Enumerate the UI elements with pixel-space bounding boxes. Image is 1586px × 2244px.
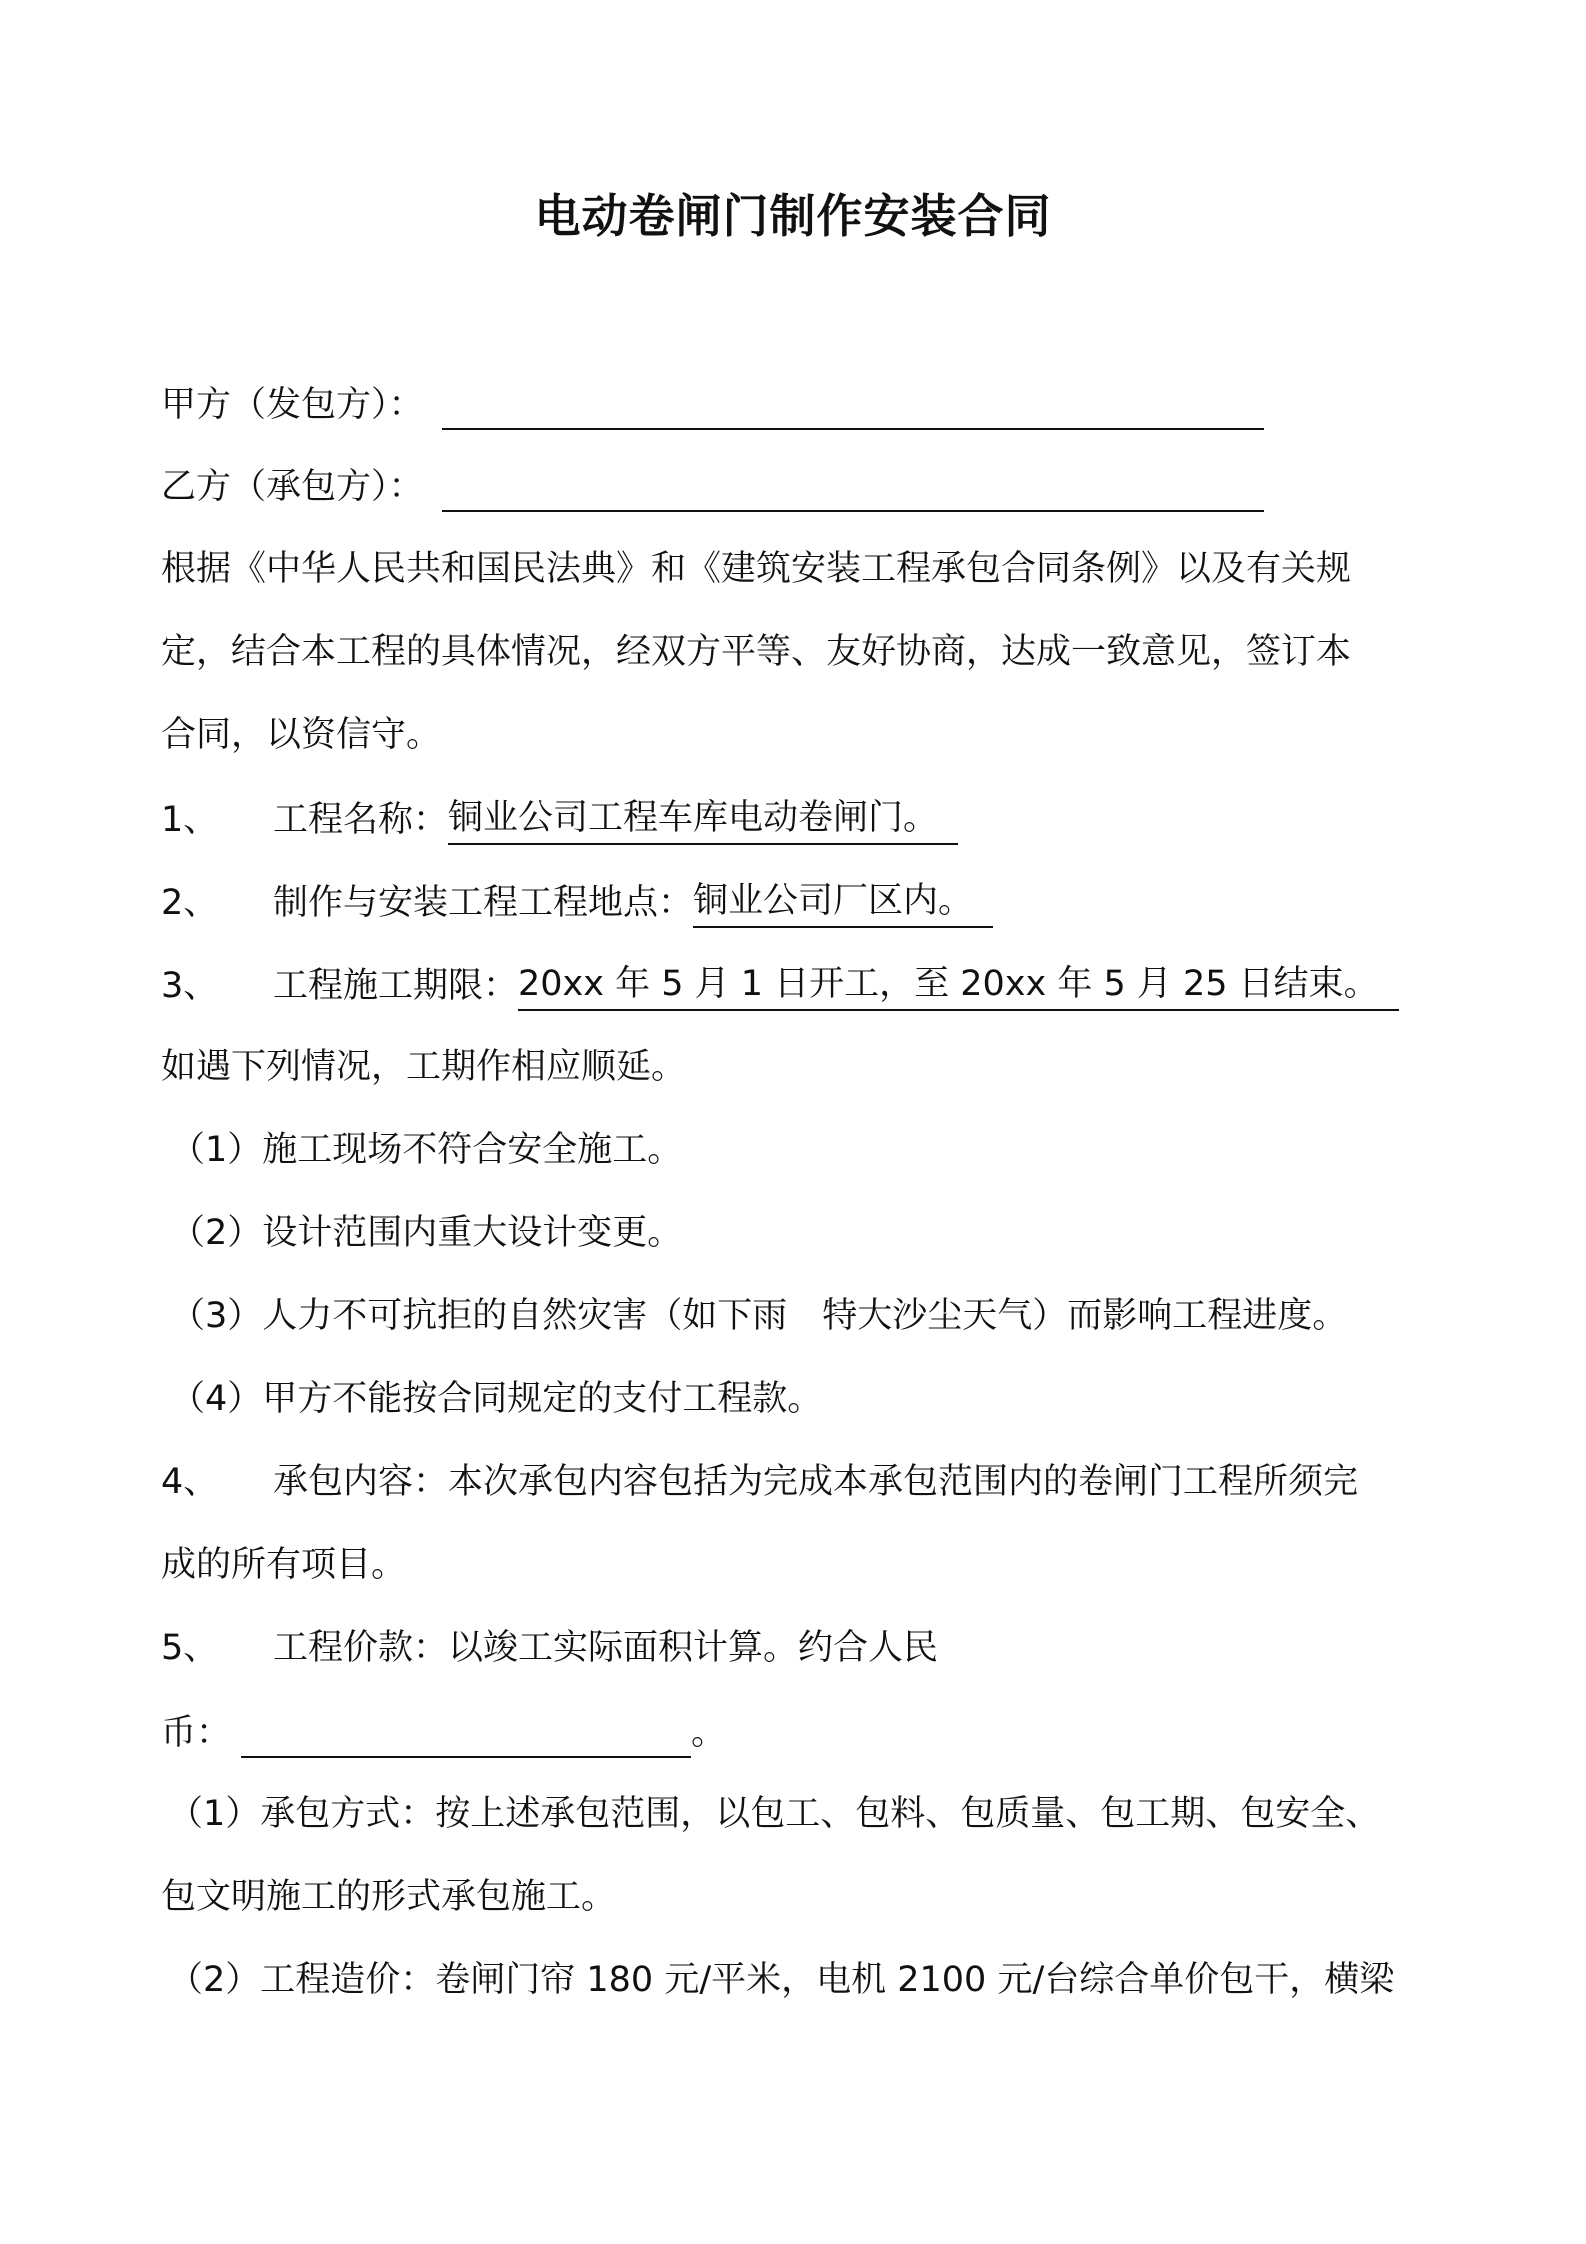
intro-line-3: 合同，以资信守。 [161, 715, 442, 755]
item-2-number: 2、 [161, 883, 219, 923]
party-a-label: 甲方（发包方）： [161, 385, 424, 425]
item-3-label: 工程施工期限： [273, 966, 519, 1006]
item-4-text: 承包内容：本次承包内容包括为完成本承包范围内的卷闸门工程所须完 [273, 1462, 1359, 1502]
item-2-label: 制作与安装工程工程地点： [273, 883, 694, 923]
party-b-blank [442, 460, 1264, 512]
party-a-line [161, 378, 1264, 430]
sub-item-1: （1）承包方式：按上述承包范围，以包工、包料、包质量、包工期、包安全、 [168, 1794, 1381, 1834]
item-5-continued [161, 1706, 726, 1758]
item-4-continued: 成的所有项目。 [161, 1545, 407, 1585]
item-1 [161, 793, 958, 845]
party-b-label: 乙方（承包方）： [161, 467, 424, 507]
delay-item-2: （2）设计范围内重大设计变更。 [170, 1213, 683, 1253]
delay-item-3: （3）人力不可抗拒的自然灾害（如下雨 特大沙尘天气）而影响工程进度。 [170, 1296, 1348, 1336]
item-3-value: 20xx 年 5 月 1 日开工，至 20xx 年 5 月 25 日结束。 [518, 959, 1399, 1011]
sub-item-2: （2）工程造价：卷闸门帘 180 元/平米，电机 2100 元/台综合单价包干，横梁 [168, 1960, 1395, 2000]
document-title: 电动卷闸门制作安装合同 [534, 189, 1052, 243]
delay-item-4: （4）甲方不能按合同规定的支付工程款。 [170, 1379, 823, 1419]
item-1-number: 1、 [161, 800, 219, 840]
item-2-value: 铜业公司厂区内。 [693, 876, 993, 928]
item-3-number: 3、 [161, 966, 219, 1006]
item-4-number: 4、 [161, 1462, 219, 1502]
item-4 [161, 1457, 1358, 1507]
item-5 [161, 1623, 938, 1673]
amount-end: 。 [691, 1713, 727, 1753]
amount-blank [241, 1706, 691, 1758]
sub-item-1-continued: 包文明施工的形式承包施工。 [161, 1877, 617, 1917]
intro-line-2: 定，结合本工程的具体情况，经双方平等、友好协商，达成一致意见，签订本 [161, 632, 1352, 672]
item-5-text: 工程价款：以竣工实际面积计算。约合人民 [273, 1628, 939, 1668]
currency-label: 币： [161, 1713, 232, 1753]
item-5-number: 5、 [161, 1628, 219, 1668]
party-b-line [161, 460, 1264, 512]
item-1-label: 工程名称： [273, 800, 449, 840]
item-2 [161, 876, 993, 928]
item-1-value: 铜业公司工程车库电动卷闸门。 [448, 793, 958, 845]
delay-item-1: （1）施工现场不符合安全施工。 [170, 1130, 683, 1170]
party-a-blank [442, 378, 1264, 430]
delay-intro: 如遇下列情况，工期作相应顺延。 [161, 1047, 687, 1087]
intro-line-1: 根据《中华人民共和国民法典》和《建筑安装工程承包合同条例》以及有关规 [161, 549, 1352, 589]
item-3 [161, 959, 1399, 1011]
